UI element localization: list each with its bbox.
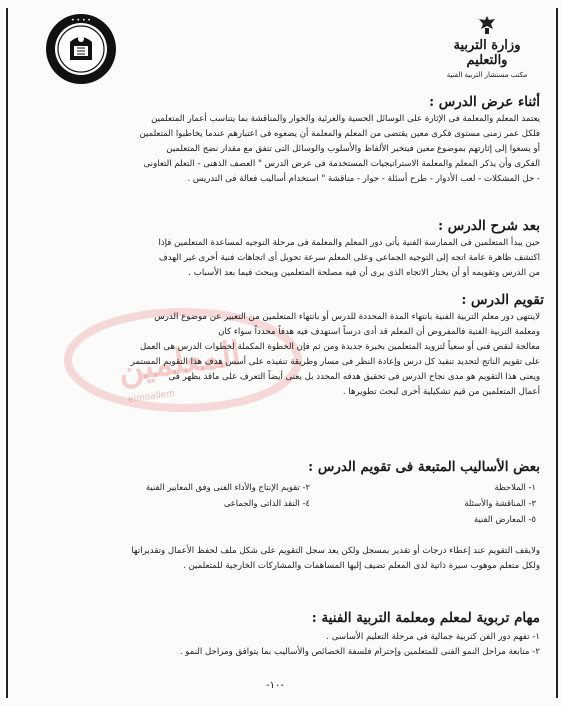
seal-logo-icon xyxy=(44,12,118,86)
list-item: ٥- المعارض الفنية xyxy=(474,514,536,524)
list-item: ٢- تقويم الإنتاج والأداء الفنى وفق المعايير الفنية xyxy=(145,482,310,492)
paragraph-line: حين يبدأ المتعلمين فى الممارسة الفنية يأتى دور المعلم والمعلمة فى مرحلة التوجيه لمساعدة المتعلمين فإذا xyxy=(158,238,540,248)
paragraph-line: أو يسعوا إلى إثارتهم بموضوع معين فيتخير الألفاظ والأسلوب والوسائل التى تتفق مع مقدار نضج المتعلمين xyxy=(166,143,540,154)
watermark-subtext: elmoallem xyxy=(127,388,176,406)
paragraph-line: اكتشف ظاهرة عامة اتجه إلى التوجيه الجماعى وعلى المعلم سرعة تحويل أى اتجاهات فنية أخرى غير الهدف xyxy=(158,252,540,263)
watermark-text: المعلمين xyxy=(115,333,244,391)
evaluation-note xyxy=(40,544,540,574)
paragraph-line: معالجة لنقص فنى أو سعياً لتزويد المتعلمين بخبرة جديدة ومن ثم فإن الخطوة المكملة لخطوات الدرس هى العمل xyxy=(139,341,540,352)
list-item: ١- تفهم دور الفن كتربية جمالية فى مرحلة التعليم الأساسى . xyxy=(326,632,540,642)
paragraph-line: ولايقف التقويم عند إعطاء درجات أو تقدير بمسجل ولكن يعد سجل التقويم على شكل ملف لحفظ الأعمال وتقديراتها xyxy=(131,546,540,556)
ministry-header xyxy=(432,14,542,80)
paragraph-line: أعمال المتعلمين من قيم تشكيلية أخرى لبحث تطويرها . xyxy=(342,386,540,397)
eagle-emblem-icon xyxy=(476,14,498,36)
paragraph-line: فلكل عمر زمنى مستوى فكرى معين يقتضى من المعلم والمعلمة أن يضعوه فى اعتبارهم عندما يخاطبوا المتعلمين xyxy=(139,128,540,139)
page-number: -١٠- xyxy=(266,680,284,691)
list-item: ٣- المناقشة والأسئلة xyxy=(464,498,536,508)
evaluation-methods-list xyxy=(40,482,540,530)
section-title-evaluation-methods: بعض الأساليب المتبعة فى تقويم الدرس : xyxy=(308,459,540,475)
paragraph-line: من الدرس وتقويمه أو أن يختار الاتجاه الذى يرى أن فيه مصلحة المتعلمين ويبحث فيما بعد الأسباب . xyxy=(188,267,540,278)
list-item: ٤- النقد الذاتى والجماعى xyxy=(223,498,310,508)
section-title-during-lesson: أثناء عرض الدرس : xyxy=(429,94,540,110)
section-body-lesson-evaluation xyxy=(40,310,540,399)
paragraph-line: ولكل متعلم موهوب سيرة ذاتية لدى المعلم تضيف إليها المساهمات والمشاركات الخارجية للمتعلمين . xyxy=(183,560,540,571)
paragraph-line: - حل المشكلات - لعب الأدوار - طرح أسئلة - حوار - مناقشة " استخدام أساليب فعالة فى التدريس . xyxy=(187,173,540,184)
paragraph-line: ويعنى هذا التقويم هو مدى نجاح الدرس فى تحقيق هدفه المحدد بل يعنى أيضاً التعرف على ماقد يظهر فى xyxy=(168,371,540,382)
paragraph-line: ومعلمة التربية الفنية فالمفروض أن المعلم قد أدى درساً استهدف فيه هدفاً محدداً سواء كان xyxy=(218,326,540,337)
section-body-after-explanation xyxy=(40,236,540,281)
section-title-after-explanation: بعد شرح الدرس : xyxy=(438,218,540,234)
list-item: ٢- متابعة مراحل النمو الفنى للمتعلمين وإحترام فلسفة الخصائص والأساليب بما يتوافق ومراحل النمو . xyxy=(179,646,540,657)
section-title-lesson-evaluation: تقويم الدرس : xyxy=(461,292,544,308)
paragraph-line: لاينتهى دور معلم التربية الفنية بانتهاء المدة المحددة للدرس أو بانتهاء المتعلمين من التعبير عن موضوع الدرس xyxy=(154,312,540,322)
paragraph-line: الفكرى وأن يذكر المعلم والمعلمة الاستراتيجيات المستخدمة فى عرض الدرس " العصف الذهنى - التعلم التعاونى xyxy=(143,158,540,169)
teacher-tasks-list xyxy=(40,630,540,660)
svg-text:• • • •: • • • • xyxy=(71,17,91,24)
section-body-during-lesson xyxy=(40,112,540,187)
ministry-name: وزارة التربية والتعليم xyxy=(453,38,521,68)
section-title-teacher-tasks: مهام تربوية لمعلم ومعلمة التربية الفنية : xyxy=(311,610,540,626)
office-name: مكتب مستشار التربية الفنية xyxy=(446,71,528,79)
list-item: ١- الملاحظة xyxy=(494,482,536,492)
paragraph-line: يعتمد المعلم والمعلمة فى الإثارة على الوسائل الحسية والعرئية والحوار والمناقشة بما يتناسب أعمار المتعلمين xyxy=(151,114,540,124)
paragraph-line: على تقويم الناتج لتحديد تنفيذ كل درس وإعادة النظر فى مسار وطريقة تنفيذه على أسس هدف هذا التقويم المستمر xyxy=(130,356,540,367)
